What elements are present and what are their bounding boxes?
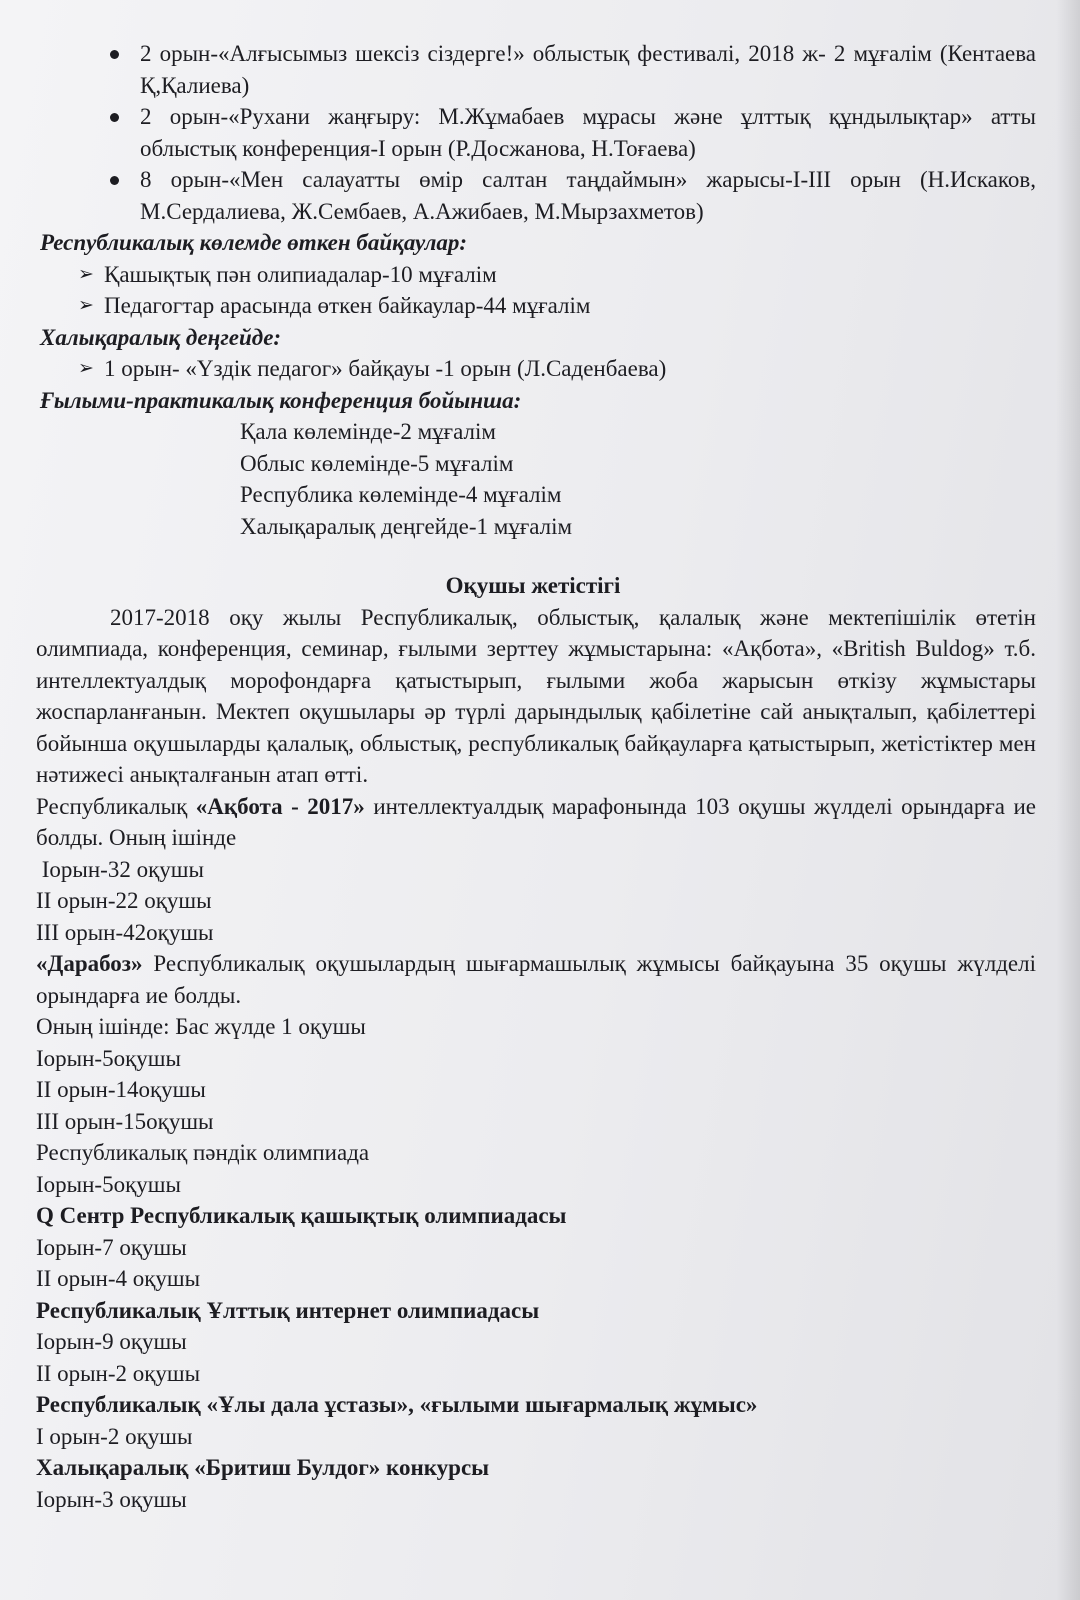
arrow-bullet-icon: ➢ — [78, 294, 94, 316]
result-line: Республикалық пәндік олимпиада — [36, 1140, 370, 1165]
darabоз-name: «Дарабоз» — [36, 951, 143, 976]
result-line: ІІ орын-14оқушы — [36, 1077, 206, 1102]
qcenter-heading: Q Сентр Республикалық қашықтық олимпиадасы — [36, 1203, 567, 1228]
bullet-dot-icon — [110, 113, 119, 122]
result-line: ІІ орын-4 оқушы — [36, 1266, 201, 1291]
result-line: Іорын-9 оқушы — [36, 1329, 187, 1354]
bullet-text: 2 орын-«Рухани жаңғыру: М.Жұмабаев мұрасы және ұлттық құндылықтар» атты облыстық конференция-І орын (Р.Досжанова, Н.Тоғаева) — [140, 104, 1036, 161]
british-bulldog-heading: Халықаралық «Бритиш Булдог» конкурсы — [36, 1455, 490, 1480]
result-line: Іорын-3 оқушы — [36, 1486, 187, 1512]
uly-dala-heading: Республикалық «Ұлы дала ұстазы», «ғылыми шығармалық жұмыс» — [36, 1392, 758, 1417]
intro-paragraph: 2017-2018 оқу жылы Республикалық, облыстық, қалалық және мектепішілік өтетін олимпиада, конференция, семинар, ғылыми зерттеу жұмыстарына: «Ақбота», «British Buldog» т.б. интеллектуалдық морофондарға қатыстырып, ғылыми жоба жарысын өткізу жұмыстары жоспарланғанын. Мектеп оқушылары әр түрлі дарындылық қабілетіне сай анықталып, қабілеттері бойынша оқушыларды қалалық, облыстық, республикалық байқауларға қатыстырып, жетістіктер мен нәтижесі анықталғанын атап өтті. — [36, 604, 1036, 787]
akbota-name: «Ақбота - 2017» — [195, 793, 365, 819]
bullet-text: 2 орын-«Алғысымыз шексіз сіздерге!» облыстық фестивалі, 2018 ж- 2 мұғалім (Кентаева Қ,Қалиева) — [140, 41, 1036, 98]
page-edge-shadow — [1056, 0, 1080, 1600]
darabоз-paragraph: «Дарабоз» Республикалық оқушылардың шығармашылық жұмысы байқауына 35 оқушы жүлделі орындарға ие болды. — [36, 951, 1036, 1008]
science-heading: Ғылыми-практикалық конференция бойынша: — [40, 387, 522, 413]
republic-item: ➢ Қашықтық пән олипиадалар-10 мұғалім — [30, 259, 1036, 291]
result-line: Оның ішінде: Бас жүлде 1 оқушы — [36, 1014, 366, 1039]
achievement-bullet — [30, 101, 1036, 164]
result-line: Іорын-5оқушы — [36, 1045, 181, 1071]
result-line: Іорын-32 оқушы — [36, 856, 204, 882]
science-item: Облыс көлемінде-5 мұғалім — [240, 450, 514, 476]
internet-olympiad-heading: Республикалық Ұлттық интернет олимпиадасы — [36, 1297, 540, 1323]
international-heading: Халықаралық деңгейде: — [40, 324, 282, 350]
international-item: ➢ 1 орын- «Үздік педагог» байқауы -1 орын (Л.Саденбаева) — [30, 353, 1036, 385]
science-item: Халықаралық деңгейде-1 мұғалім — [240, 513, 573, 539]
bullet-dot-icon — [110, 176, 119, 185]
result-line: ІІІ орын-15оқушы — [36, 1108, 214, 1134]
achievement-bullet — [30, 164, 1036, 227]
bullet-text: 8 орын-«Мен салауатты өмір салтан таңдаймын» жарысы-І-ІІІ орын (Н.Искаков, М.Сердалиева, Ж.Сембаев, А.Ажибаев, М.Мырзахметов) — [140, 167, 1036, 224]
result-line: Іорын-7 оқушы — [36, 1234, 187, 1260]
akbota-paragraph: Республикалық «Ақбота - 2017» интеллектуалдық марафонында 103 оқушы жүлделі орындарға ие болды. Оның ішінде — [36, 793, 1036, 850]
republic-heading: Республикалық көлемде өткен байқаулар: — [40, 230, 468, 255]
science-item: Қала көлемінде-2 мұғалім — [240, 419, 496, 444]
section-title: Оқушы жетістігі — [445, 573, 621, 598]
arrow-bullet-icon: ➢ — [78, 262, 94, 285]
result-line: ІІ орын-2 оқушы — [36, 1360, 201, 1386]
bullet-dot-icon — [110, 50, 119, 59]
science-item: Республика көлемінде-4 мұғалім — [240, 482, 562, 507]
result-line: Іорын-5оқушы — [36, 1171, 181, 1197]
republic-item: ➢ Педагогтар арасында өткен байкаулар-44 мұғалім — [30, 290, 1036, 322]
result-line: ІІ орын-22 оқушы — [36, 888, 212, 913]
result-line: ІІІ орын-42оқушы — [36, 919, 214, 945]
arrow-bullet-icon: ➢ — [78, 357, 94, 379]
achievement-bullet — [30, 38, 1036, 101]
result-line: І орын-2 оқушы — [36, 1423, 193, 1449]
